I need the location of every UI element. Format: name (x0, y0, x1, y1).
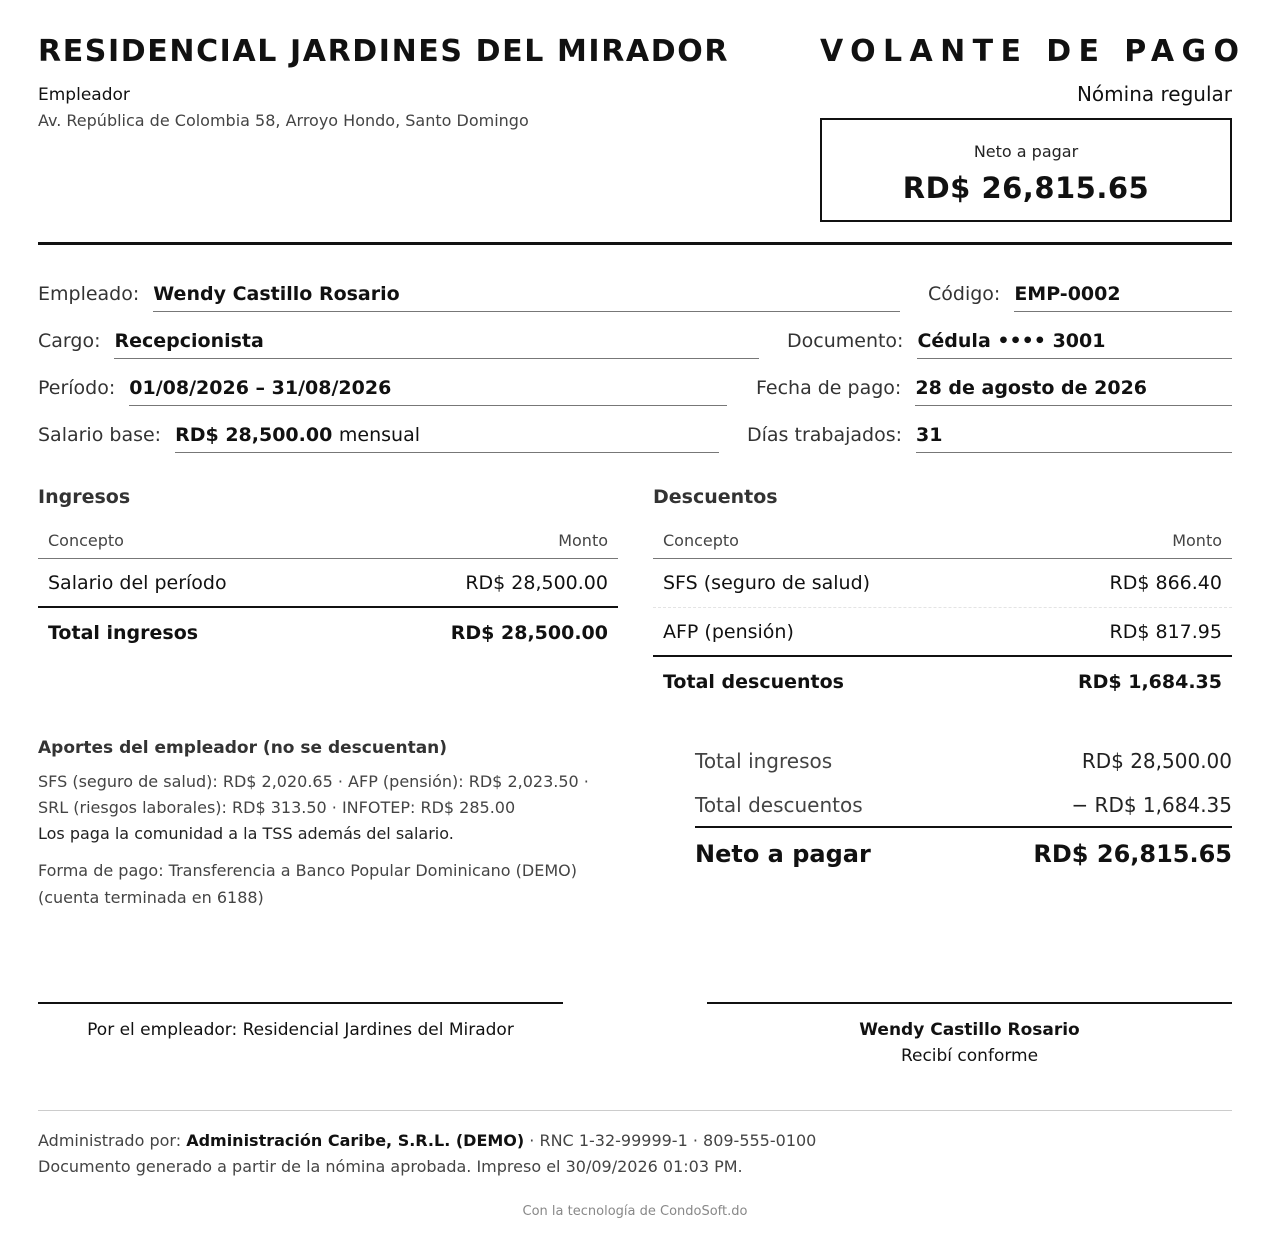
ingresos-title: Ingresos (38, 486, 131, 508)
net-pay-box-label: Neto a pagar (973, 142, 1079, 161)
employer-header (38, 34, 729, 130)
summary-ingresos-row (695, 738, 1232, 783)
field-cargo-value: Recepcionista (114, 330, 759, 359)
net-pay-box (820, 118, 1232, 222)
table-row (653, 608, 1232, 657)
employer-label: Empleador (38, 85, 130, 105)
field-dias-trabajados-label: Días trabajados: (747, 424, 903, 446)
field-documento-value: Cédula •••• 3001 (917, 330, 1232, 359)
ingresos-col-amount: Monto (558, 531, 608, 550)
ingresos-table (38, 522, 618, 657)
descuento-amount: RD$ 817.95 (1109, 620, 1222, 643)
contrib-line-2: SRL (riesgos laborales): RD$ 313.50 · INFOTEP: RD$ 285.00 (38, 798, 516, 817)
footer-admin (38, 1131, 816, 1150)
net-pay-box-value: RD$ 26,815.65 (902, 171, 1150, 205)
ingresos-total-row (38, 608, 618, 657)
ingresos-total-amount: RD$ 28,500.00 (450, 621, 608, 644)
descuento-concept: AFP (pensión) (663, 620, 794, 643)
summary-net-value: RD$ 26,815.65 (1033, 840, 1232, 868)
employer-contributions (38, 738, 648, 911)
employer-signature (38, 1002, 563, 1040)
payslip-page (38, 0, 1247, 1243)
field-salario-base-value (175, 424, 719, 453)
field-cargo-label: Cargo: (38, 330, 101, 352)
footer-admin-prefix: Administrado por: (38, 1131, 182, 1150)
field-codigo (928, 283, 1232, 312)
employer-signature-text: Por el empleador: Residencial Jardines del Mirador (87, 1020, 514, 1040)
payment-line-2: (cuenta terminada en 6188) (38, 888, 264, 907)
descuentos-total-label: Total descuentos (663, 670, 844, 693)
employee-signature-sub: Recibí conforme (900, 1046, 1039, 1066)
employer-address: Av. República de Colombia 58, Arroyo Hondo, Santo Domingo (38, 111, 529, 130)
payment-method (38, 857, 648, 911)
field-periodo-label: Período: (38, 377, 116, 399)
field-periodo-value: 01/08/2026 – 31/08/2026 (129, 377, 727, 406)
footer-generated: Documento generado a partir de la nómina aprobada. Impreso el 30/09/2026 01:03 PM. (38, 1157, 743, 1176)
signature-line (38, 1002, 563, 1004)
payment-line-1: Forma de pago: Transferencia a Banco Popular Dominicano (DEMO) (38, 861, 577, 880)
field-salario-base-label: Salario base: (38, 424, 162, 446)
ingreso-amount: RD$ 28,500.00 (465, 571, 608, 594)
table-row (653, 559, 1232, 608)
descuento-concept: SFS (seguro de salud) (663, 572, 871, 594)
header-divider (38, 242, 1232, 245)
salario-base-suffix: mensual (338, 424, 421, 446)
field-documento-label: Documento: (787, 330, 904, 352)
signature-line (707, 1002, 1232, 1004)
field-empleado-value: Wendy Castillo Rosario (153, 283, 900, 312)
summary-descuentos-value: − RD$ 1,684.35 (1071, 792, 1232, 817)
summary-ingresos-label: Total ingresos (695, 748, 833, 773)
field-fecha-pago (756, 377, 1232, 406)
footer-admin-suffix: · RNC 1-32-99999-1 · 809-555-0100 (529, 1131, 817, 1150)
pay-summary (695, 738, 1232, 868)
descuentos-total-amount: RD$ 1,684.35 (1078, 670, 1222, 693)
ingresos-total-label: Total ingresos (48, 621, 199, 644)
document-subtitle: Nómina regular (1076, 82, 1232, 106)
employer-contributions-title: Aportes del empleador (no se descuentan) (38, 738, 448, 758)
summary-descuentos-row (695, 783, 1232, 828)
summary-ingresos-value: RD$ 28,500.00 (1081, 748, 1232, 773)
descuentos-col-concept: Concepto (663, 531, 739, 550)
field-codigo-value: EMP-0002 (1014, 283, 1232, 312)
field-documento (787, 330, 1232, 359)
descuento-amount: RD$ 866.40 (1109, 572, 1222, 594)
document-header (820, 34, 1247, 205)
document-title: VOLANTE DE PAGO (820, 34, 1247, 69)
footer-divider (38, 1110, 1232, 1111)
employer-contributions-details (38, 769, 648, 821)
field-cargo (38, 330, 759, 359)
footer-admin-name: Administración Caribe, S.R.L. (DEMO) (186, 1131, 525, 1150)
field-periodo (38, 377, 727, 406)
summary-net-label: Neto a pagar (695, 840, 871, 868)
field-fecha-pago-value: 28 de agosto de 2026 (915, 377, 1232, 406)
employee-signature-name: Wendy Castillo Rosario (859, 1020, 1080, 1040)
descuentos-total-row (653, 657, 1232, 706)
contrib-note: Los paga la comunidad a la TSS además del salario. (38, 824, 454, 843)
field-dias-trabajados-value: 31 (916, 424, 1232, 453)
field-dias-trabajados (747, 424, 1232, 453)
field-codigo-label: Código: (928, 283, 1001, 305)
ingresos-col-concept: Concepto (48, 531, 124, 550)
ingresos-table-header (38, 522, 618, 559)
descuentos-title: Descuentos (653, 486, 778, 508)
salario-base-amount: RD$ 28,500.00 (175, 424, 333, 446)
table-row (38, 559, 618, 608)
descuentos-col-amount: Monto (1172, 531, 1222, 550)
summary-net-row (695, 840, 1232, 868)
field-fecha-pago-label: Fecha de pago: (756, 377, 902, 399)
ingreso-concept: Salario del período (48, 571, 227, 594)
descuentos-table-header (653, 522, 1232, 559)
contrib-line-1: SFS (seguro de salud): RD$ 2,020.65 · AFP (pensión): RD$ 2,023.50 · (38, 772, 589, 791)
summary-descuentos-label: Total descuentos (695, 792, 863, 817)
field-empleado (38, 283, 900, 312)
employee-signature (707, 1002, 1232, 1066)
powered-by: Con la tecnología de CondoSoft.do (522, 1204, 748, 1219)
field-salario-base (38, 424, 719, 453)
descuentos-table (653, 522, 1232, 706)
company-name: RESIDENCIAL JARDINES DEL MIRADOR (38, 34, 730, 69)
field-empleado-label: Empleado: (38, 283, 140, 305)
